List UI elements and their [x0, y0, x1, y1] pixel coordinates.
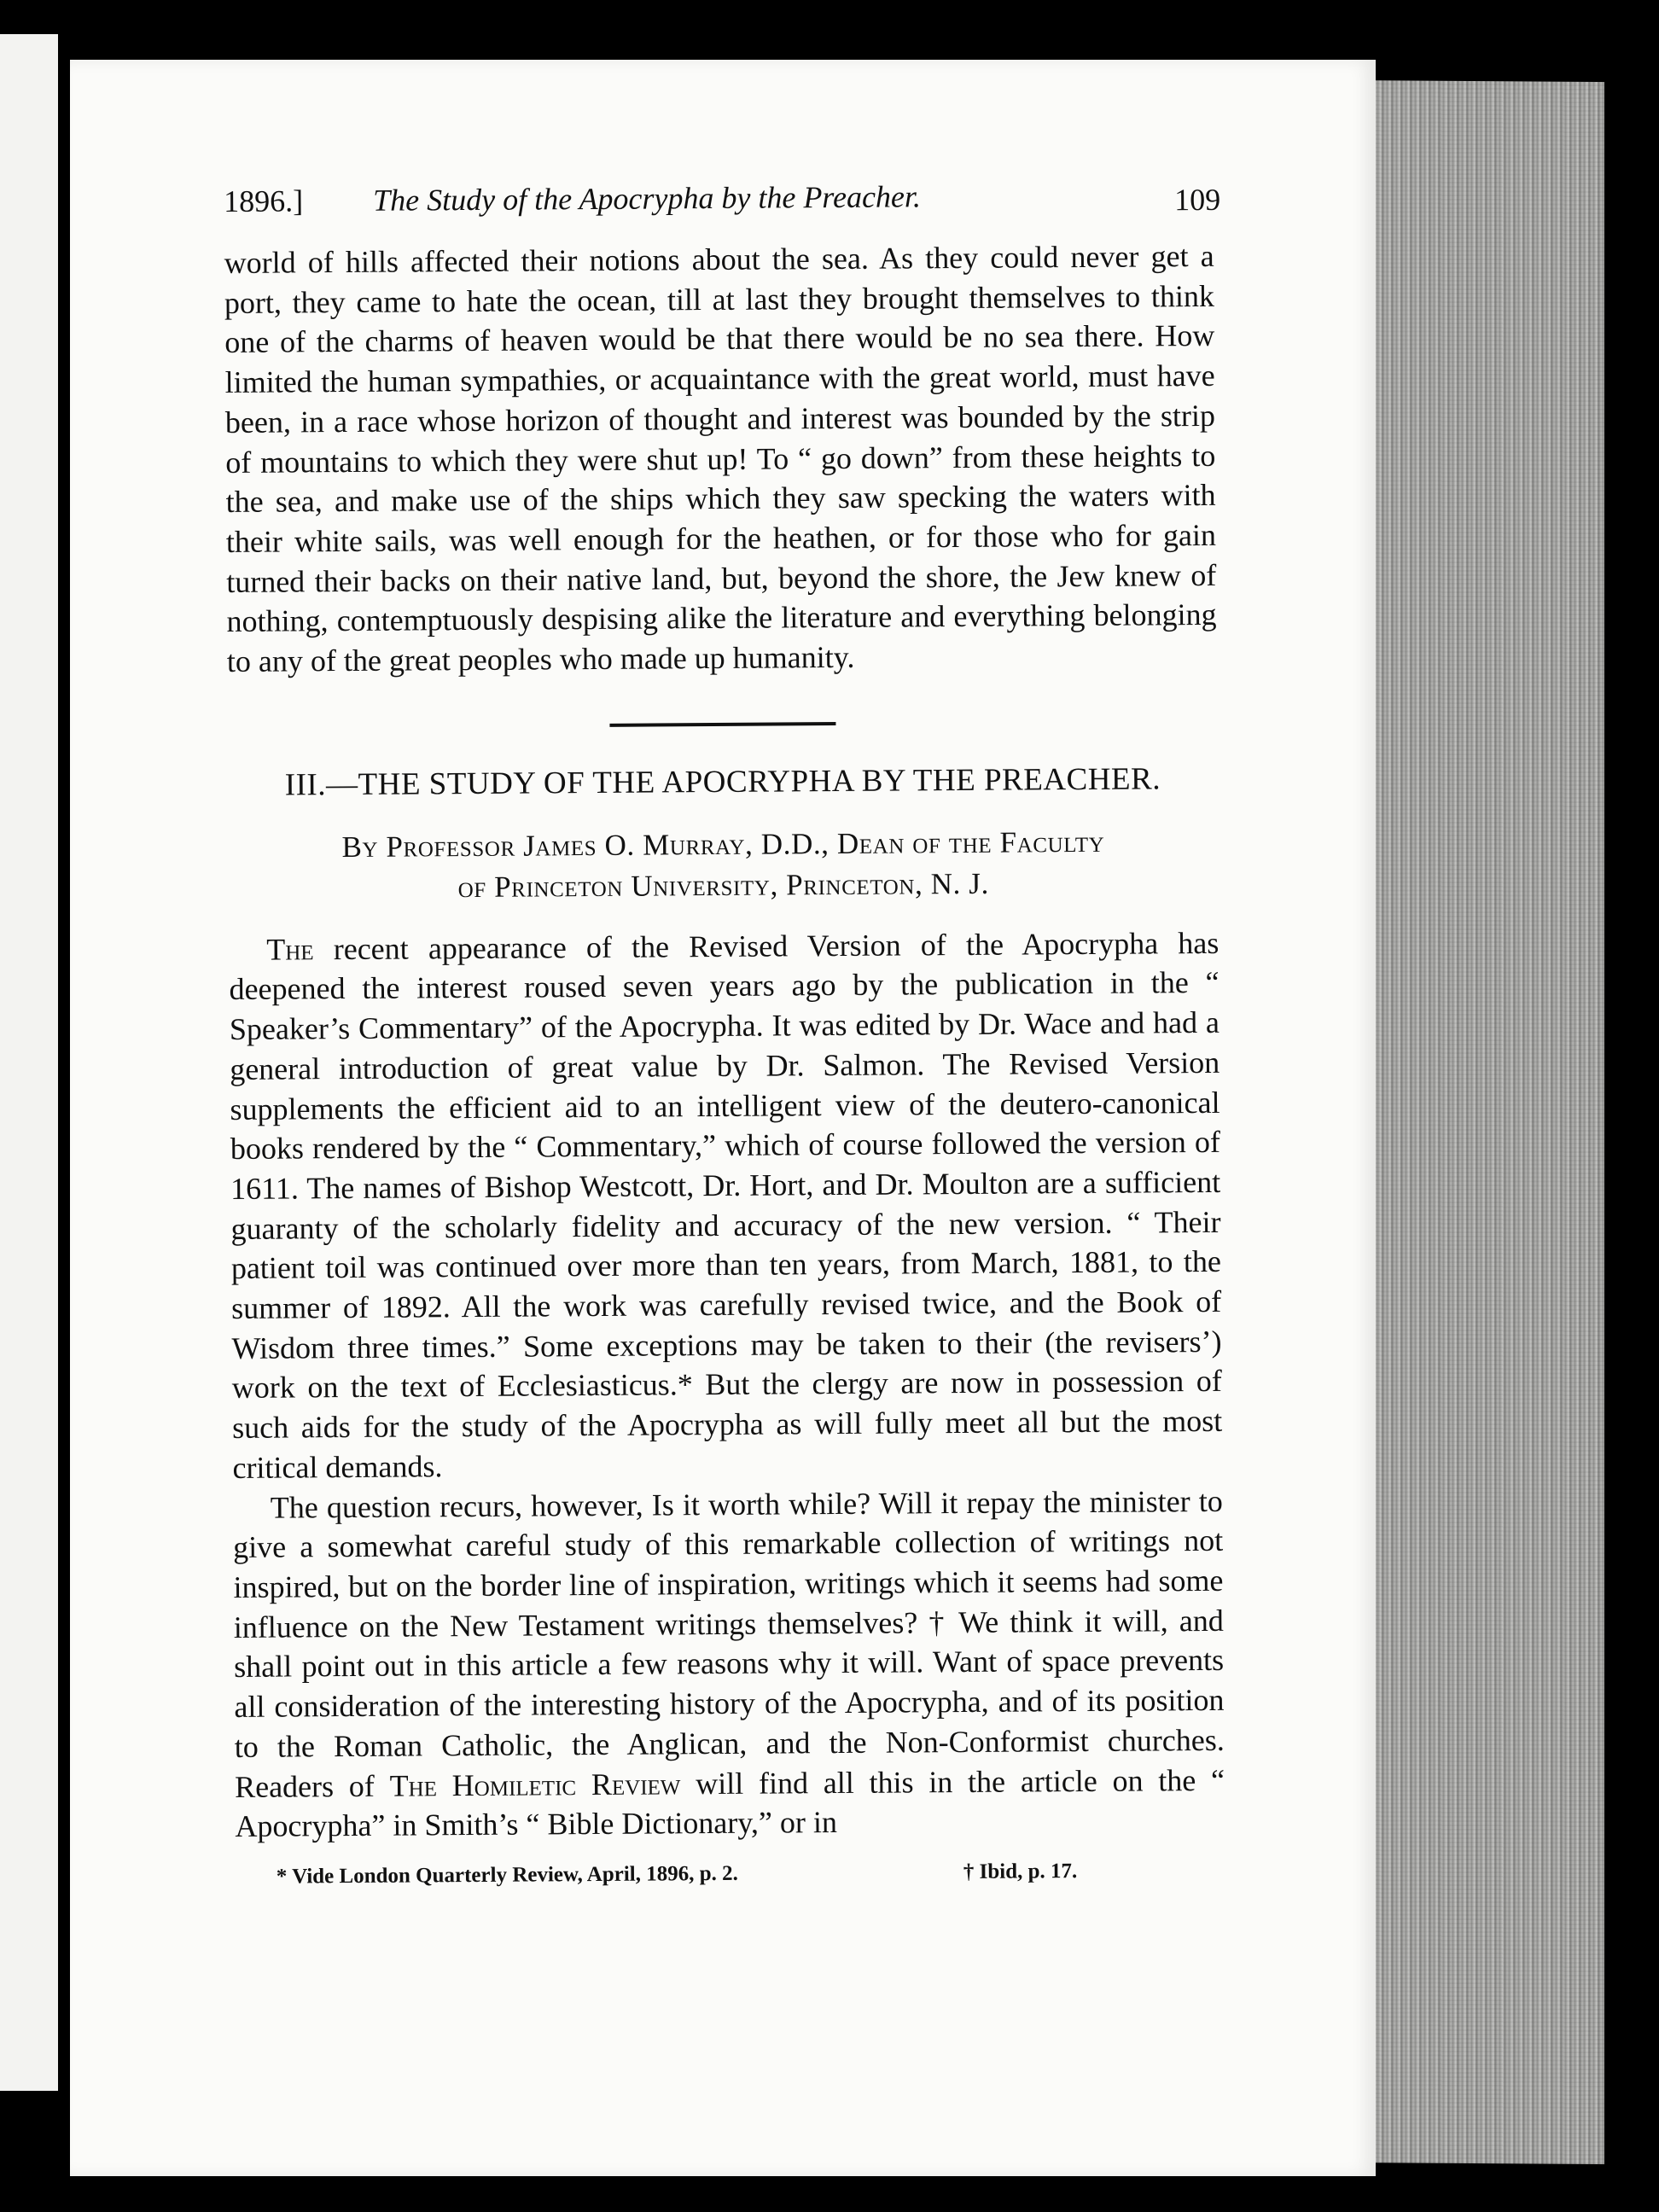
section-heading: III.—THE STUDY OF THE APOCRYPHA BY THE PREACHER.	[284, 761, 1161, 803]
author-byline	[228, 821, 1219, 910]
continuation-paragraph: world of hills affected their notions about the sea. As they could never get a port, they came to hate the ocean, till at last they brought themselves to think one of the charms of heaven would be that there would be no sea there. How limited the human sympathies, or acquaintance with the great world, must have been, in a race whose horizon of thought and interest was bounded by the strip of mountains to which they were shut up! To “ go down” from these heights to the sea, and make use of the ships which they saw specking the waters with their white sails, was well enough for the heathen, or for those who for gain turned their backs on their native land, but, beyond the shore, the Jew knew of nothing, contemptuously despising alike the literature and everything belonging to any of the great peoples who made up humanity.	[224, 238, 1217, 679]
header-year: 1896.]	[224, 183, 304, 218]
footnotes	[236, 1859, 1225, 1900]
lead-word: The	[266, 932, 314, 967]
facing-page-edge	[0, 34, 60, 2091]
footnote-2: † Ibid, p. 17.	[963, 1859, 1078, 1883]
journal-name: The Homiletic Review	[389, 1766, 681, 1803]
paragraph-2-text-before: The question recurs, however, Is it worth while? Will it repay the minister to give a somewhat careful study of this remarkable collection of writings not inspired, but on the border line of inspiration, writings which it seems had some influence on the New Testament writings themselves? † We think it will, and shall point out in this article a few reasons why it will. Want of space prevents all consideration of the interesting history of the Apocrypha, and of its position to the Roman Catholic, the Anglican, and the Non-Conformist churches. Readers of	[233, 1483, 1225, 1804]
page-content	[224, 177, 1225, 1900]
book-gutter	[58, 0, 70, 2212]
header-title: The Study of the Apocrypha by the Preacher.	[373, 179, 922, 218]
paragraph-2-text-after: will find all this in the article on the “ Apocrypha” in Smith’s “ Bible Dictionary,” or in	[235, 1762, 1225, 1844]
body-paragraph-2	[233, 1481, 1225, 1846]
byline-line-2: of Princeton University, Princeton, N. J.	[457, 866, 989, 904]
page-number: 109	[1174, 182, 1221, 218]
footnote-1: * Vide London Quarterly Review, April, 1896, p. 2.	[276, 1861, 738, 1889]
section-divider	[609, 722, 835, 727]
paragraph-1-text: recent appearance of the Revised Version of the Apocrypha has deepened the interest roused seven years ago by the publication in the “ Speaker’s Commentary” of the Apocrypha. It was edited by Dr. Wace and had a general introduction of great value by Dr. Salmon. The Revised Version supplements the efficient aid to an intelligent view of the deutero-canonical books rendered by the “ Commentary,” which of course followed the version of 1611. The names of Bishop Westcott, Dr. Hort, and Dr. Moulton are a sufficient guaranty of the scholarly fidelity and accuracy of the new version. “ Their patient toil was continued over more than ten years, from March, 1881, to the summer of 1892. All the work was carefully revised twice, and the Book of Wisdom three times.” Some exceptions may be taken to their (the revisers’) work on the text of Ecclesiasticus.* But the clergy are now in possession of such aids for the study of the Apocrypha as will fully meet all but the most critical demands.	[229, 925, 1223, 1485]
background-border	[1604, 0, 1659, 2212]
byline-line-1: By Professor James O. Murray, D.D., Dean of the Faculty	[341, 824, 1105, 864]
body-paragraph-1	[229, 923, 1223, 1488]
running-header	[224, 177, 1221, 243]
